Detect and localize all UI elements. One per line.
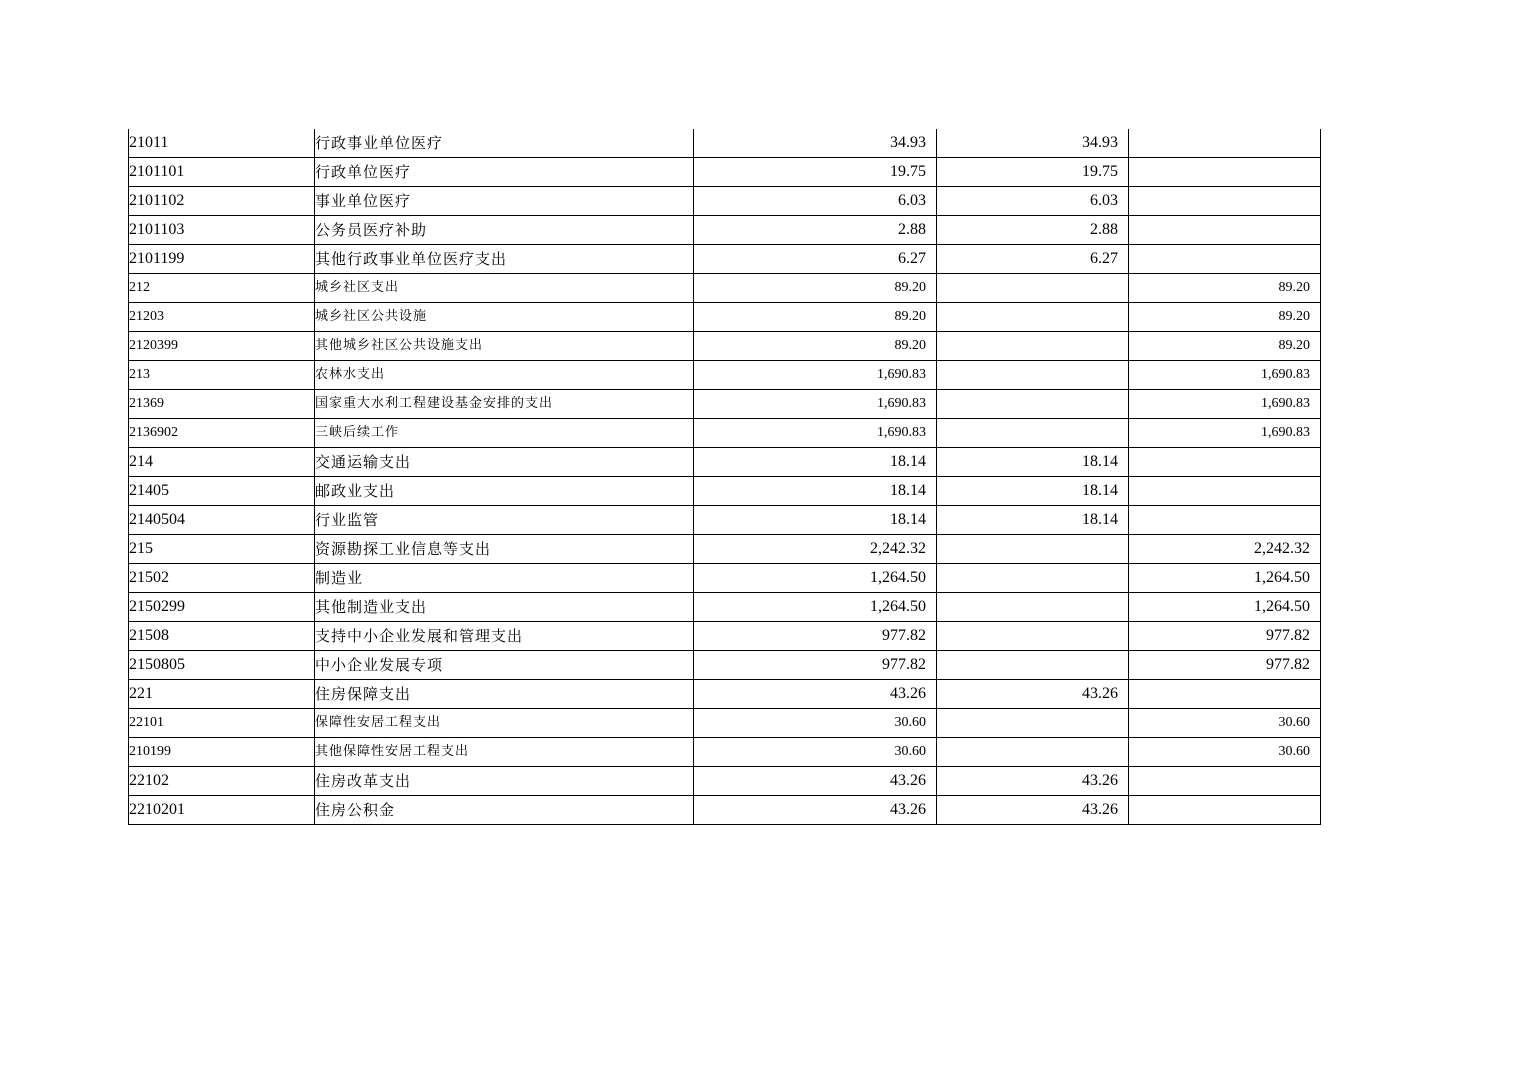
table-row (129, 332, 1321, 361)
project-expenditure-cell: 89.20 (1129, 274, 1321, 303)
table-row (129, 274, 1321, 303)
total-amount-cell: 2.88 (694, 216, 937, 245)
project-expenditure-cell (1129, 245, 1321, 274)
table-row (129, 622, 1321, 651)
total-amount-cell: 43.26 (694, 796, 937, 825)
subject-name-cell: 住房改革支出 (315, 767, 694, 796)
subject-code-cell: 2101102 (129, 187, 315, 216)
basic-expenditure-cell (937, 274, 1129, 303)
subject-code-cell: 2210201 (129, 796, 315, 825)
subject-code-cell: 21011 (129, 129, 315, 158)
project-expenditure-cell (1129, 216, 1321, 245)
basic-expenditure-cell (937, 622, 1129, 651)
table-row (129, 593, 1321, 622)
total-amount-cell: 1,690.83 (694, 361, 937, 390)
subject-code-cell: 21508 (129, 622, 315, 651)
subject-code-cell: 21203 (129, 303, 315, 332)
subject-code-cell: 21405 (129, 477, 315, 506)
subject-name-cell: 城乡社区公共设施 (315, 303, 694, 332)
total-amount-cell: 18.14 (694, 477, 937, 506)
subject-code-cell: 2101199 (129, 245, 315, 274)
total-amount-cell: 2,242.32 (694, 535, 937, 564)
total-amount-cell: 30.60 (694, 738, 937, 767)
table-row (129, 419, 1321, 448)
total-amount-cell: 1,690.83 (694, 390, 937, 419)
basic-expenditure-cell (937, 738, 1129, 767)
budget-table-body (129, 129, 1321, 825)
basic-expenditure-cell (937, 390, 1129, 419)
project-expenditure-cell: 1,690.83 (1129, 419, 1321, 448)
basic-expenditure-cell: 18.14 (937, 506, 1129, 535)
subject-code-cell: 2136902 (129, 419, 315, 448)
subject-name-cell: 其他制造业支出 (315, 593, 694, 622)
subject-code-cell: 221 (129, 680, 315, 709)
basic-expenditure-cell: 6.27 (937, 245, 1129, 274)
total-amount-cell: 977.82 (694, 622, 937, 651)
project-expenditure-cell (1129, 158, 1321, 187)
subject-name-cell: 事业单位医疗 (315, 187, 694, 216)
basic-expenditure-cell: 43.26 (937, 796, 1129, 825)
project-expenditure-cell: 30.60 (1129, 738, 1321, 767)
subject-code-cell: 2101101 (129, 158, 315, 187)
table-row (129, 245, 1321, 274)
project-expenditure-cell: 2,242.32 (1129, 535, 1321, 564)
subject-code-cell: 212 (129, 274, 315, 303)
total-amount-cell: 6.27 (694, 245, 937, 274)
subject-code-cell: 21502 (129, 564, 315, 593)
subject-name-cell: 资源勘探工业信息等支出 (315, 535, 694, 564)
project-expenditure-cell (1129, 796, 1321, 825)
table-row (129, 448, 1321, 477)
total-amount-cell: 89.20 (694, 332, 937, 361)
subject-code-cell: 210199 (129, 738, 315, 767)
total-amount-cell: 89.20 (694, 303, 937, 332)
table-row (129, 796, 1321, 825)
table-row (129, 129, 1321, 158)
basic-expenditure-cell (937, 709, 1129, 738)
total-amount-cell: 43.26 (694, 680, 937, 709)
subject-name-cell: 城乡社区支出 (315, 274, 694, 303)
basic-expenditure-cell (937, 332, 1129, 361)
basic-expenditure-cell: 2.88 (937, 216, 1129, 245)
basic-expenditure-cell (937, 419, 1129, 448)
subject-name-cell: 邮政业支出 (315, 477, 694, 506)
project-expenditure-cell: 89.20 (1129, 332, 1321, 361)
subject-name-cell: 中小企业发展专项 (315, 651, 694, 680)
basic-expenditure-cell: 43.26 (937, 680, 1129, 709)
subject-code-cell: 21369 (129, 390, 315, 419)
basic-expenditure-cell (937, 651, 1129, 680)
table-row (129, 680, 1321, 709)
basic-expenditure-cell: 18.14 (937, 448, 1129, 477)
total-amount-cell: 34.93 (694, 129, 937, 158)
total-amount-cell: 1,264.50 (694, 593, 937, 622)
total-amount-cell: 977.82 (694, 651, 937, 680)
basic-expenditure-cell (937, 361, 1129, 390)
total-amount-cell: 30.60 (694, 709, 937, 738)
total-amount-cell: 1,690.83 (694, 419, 937, 448)
subject-name-cell: 其他城乡社区公共设施支出 (315, 332, 694, 361)
project-expenditure-cell (1129, 187, 1321, 216)
project-expenditure-cell: 1,264.50 (1129, 564, 1321, 593)
table-row (129, 303, 1321, 332)
project-expenditure-cell: 89.20 (1129, 303, 1321, 332)
table-row (129, 738, 1321, 767)
subject-name-cell: 三峡后续工作 (315, 419, 694, 448)
project-expenditure-cell (1129, 680, 1321, 709)
project-expenditure-cell: 977.82 (1129, 651, 1321, 680)
subject-code-cell: 214 (129, 448, 315, 477)
total-amount-cell: 19.75 (694, 158, 937, 187)
table-row (129, 477, 1321, 506)
subject-code-cell: 2101103 (129, 216, 315, 245)
project-expenditure-cell (1129, 767, 1321, 796)
project-expenditure-cell (1129, 448, 1321, 477)
project-expenditure-cell: 1,690.83 (1129, 390, 1321, 419)
basic-expenditure-cell (937, 593, 1129, 622)
subject-name-cell: 交通运输支出 (315, 448, 694, 477)
basic-expenditure-cell: 19.75 (937, 158, 1129, 187)
table-row (129, 767, 1321, 796)
subject-name-cell: 支持中小企业发展和管理支出 (315, 622, 694, 651)
basic-expenditure-cell: 6.03 (937, 187, 1129, 216)
total-amount-cell: 18.14 (694, 506, 937, 535)
project-expenditure-cell (1129, 477, 1321, 506)
basic-expenditure-cell (937, 303, 1129, 332)
subject-name-cell: 公务员医疗补助 (315, 216, 694, 245)
table-row (129, 216, 1321, 245)
subject-code-cell: 2150805 (129, 651, 315, 680)
table-row (129, 361, 1321, 390)
basic-expenditure-cell (937, 535, 1129, 564)
project-expenditure-cell: 1,690.83 (1129, 361, 1321, 390)
subject-name-cell: 住房保障支出 (315, 680, 694, 709)
total-amount-cell: 89.20 (694, 274, 937, 303)
project-expenditure-cell (1129, 129, 1321, 158)
project-expenditure-cell: 977.82 (1129, 622, 1321, 651)
project-expenditure-cell: 30.60 (1129, 709, 1321, 738)
project-expenditure-cell (1129, 506, 1321, 535)
subject-name-cell: 保障性安居工程支出 (315, 709, 694, 738)
project-expenditure-cell: 1,264.50 (1129, 593, 1321, 622)
subject-code-cell: 2150299 (129, 593, 315, 622)
subject-name-cell: 行政事业单位医疗 (315, 129, 694, 158)
table-row (129, 158, 1321, 187)
subject-name-cell: 其他保障性安居工程支出 (315, 738, 694, 767)
total-amount-cell: 43.26 (694, 767, 937, 796)
subject-name-cell: 制造业 (315, 564, 694, 593)
subject-code-cell: 2140504 (129, 506, 315, 535)
basic-expenditure-cell (937, 564, 1129, 593)
total-amount-cell: 6.03 (694, 187, 937, 216)
subject-code-cell: 213 (129, 361, 315, 390)
subject-name-cell: 国家重大水利工程建设基金安排的支出 (315, 390, 694, 419)
table-row (129, 506, 1321, 535)
budget-expenditure-table (128, 129, 1321, 825)
table-row (129, 390, 1321, 419)
table-row (129, 564, 1321, 593)
basic-expenditure-cell: 34.93 (937, 129, 1129, 158)
subject-code-cell: 22102 (129, 767, 315, 796)
basic-expenditure-cell: 18.14 (937, 477, 1129, 506)
table-row (129, 709, 1321, 738)
basic-expenditure-cell: 43.26 (937, 767, 1129, 796)
subject-name-cell: 行政单位医疗 (315, 158, 694, 187)
table-row (129, 535, 1321, 564)
subject-name-cell: 其他行政事业单位医疗支出 (315, 245, 694, 274)
table-row (129, 651, 1321, 680)
total-amount-cell: 1,264.50 (694, 564, 937, 593)
subject-code-cell: 215 (129, 535, 315, 564)
total-amount-cell: 18.14 (694, 448, 937, 477)
subject-code-cell: 2120399 (129, 332, 315, 361)
table-row (129, 187, 1321, 216)
subject-name-cell: 行业监管 (315, 506, 694, 535)
subject-name-cell: 农林水支出 (315, 361, 694, 390)
subject-name-cell: 住房公积金 (315, 796, 694, 825)
subject-code-cell: 22101 (129, 709, 315, 738)
